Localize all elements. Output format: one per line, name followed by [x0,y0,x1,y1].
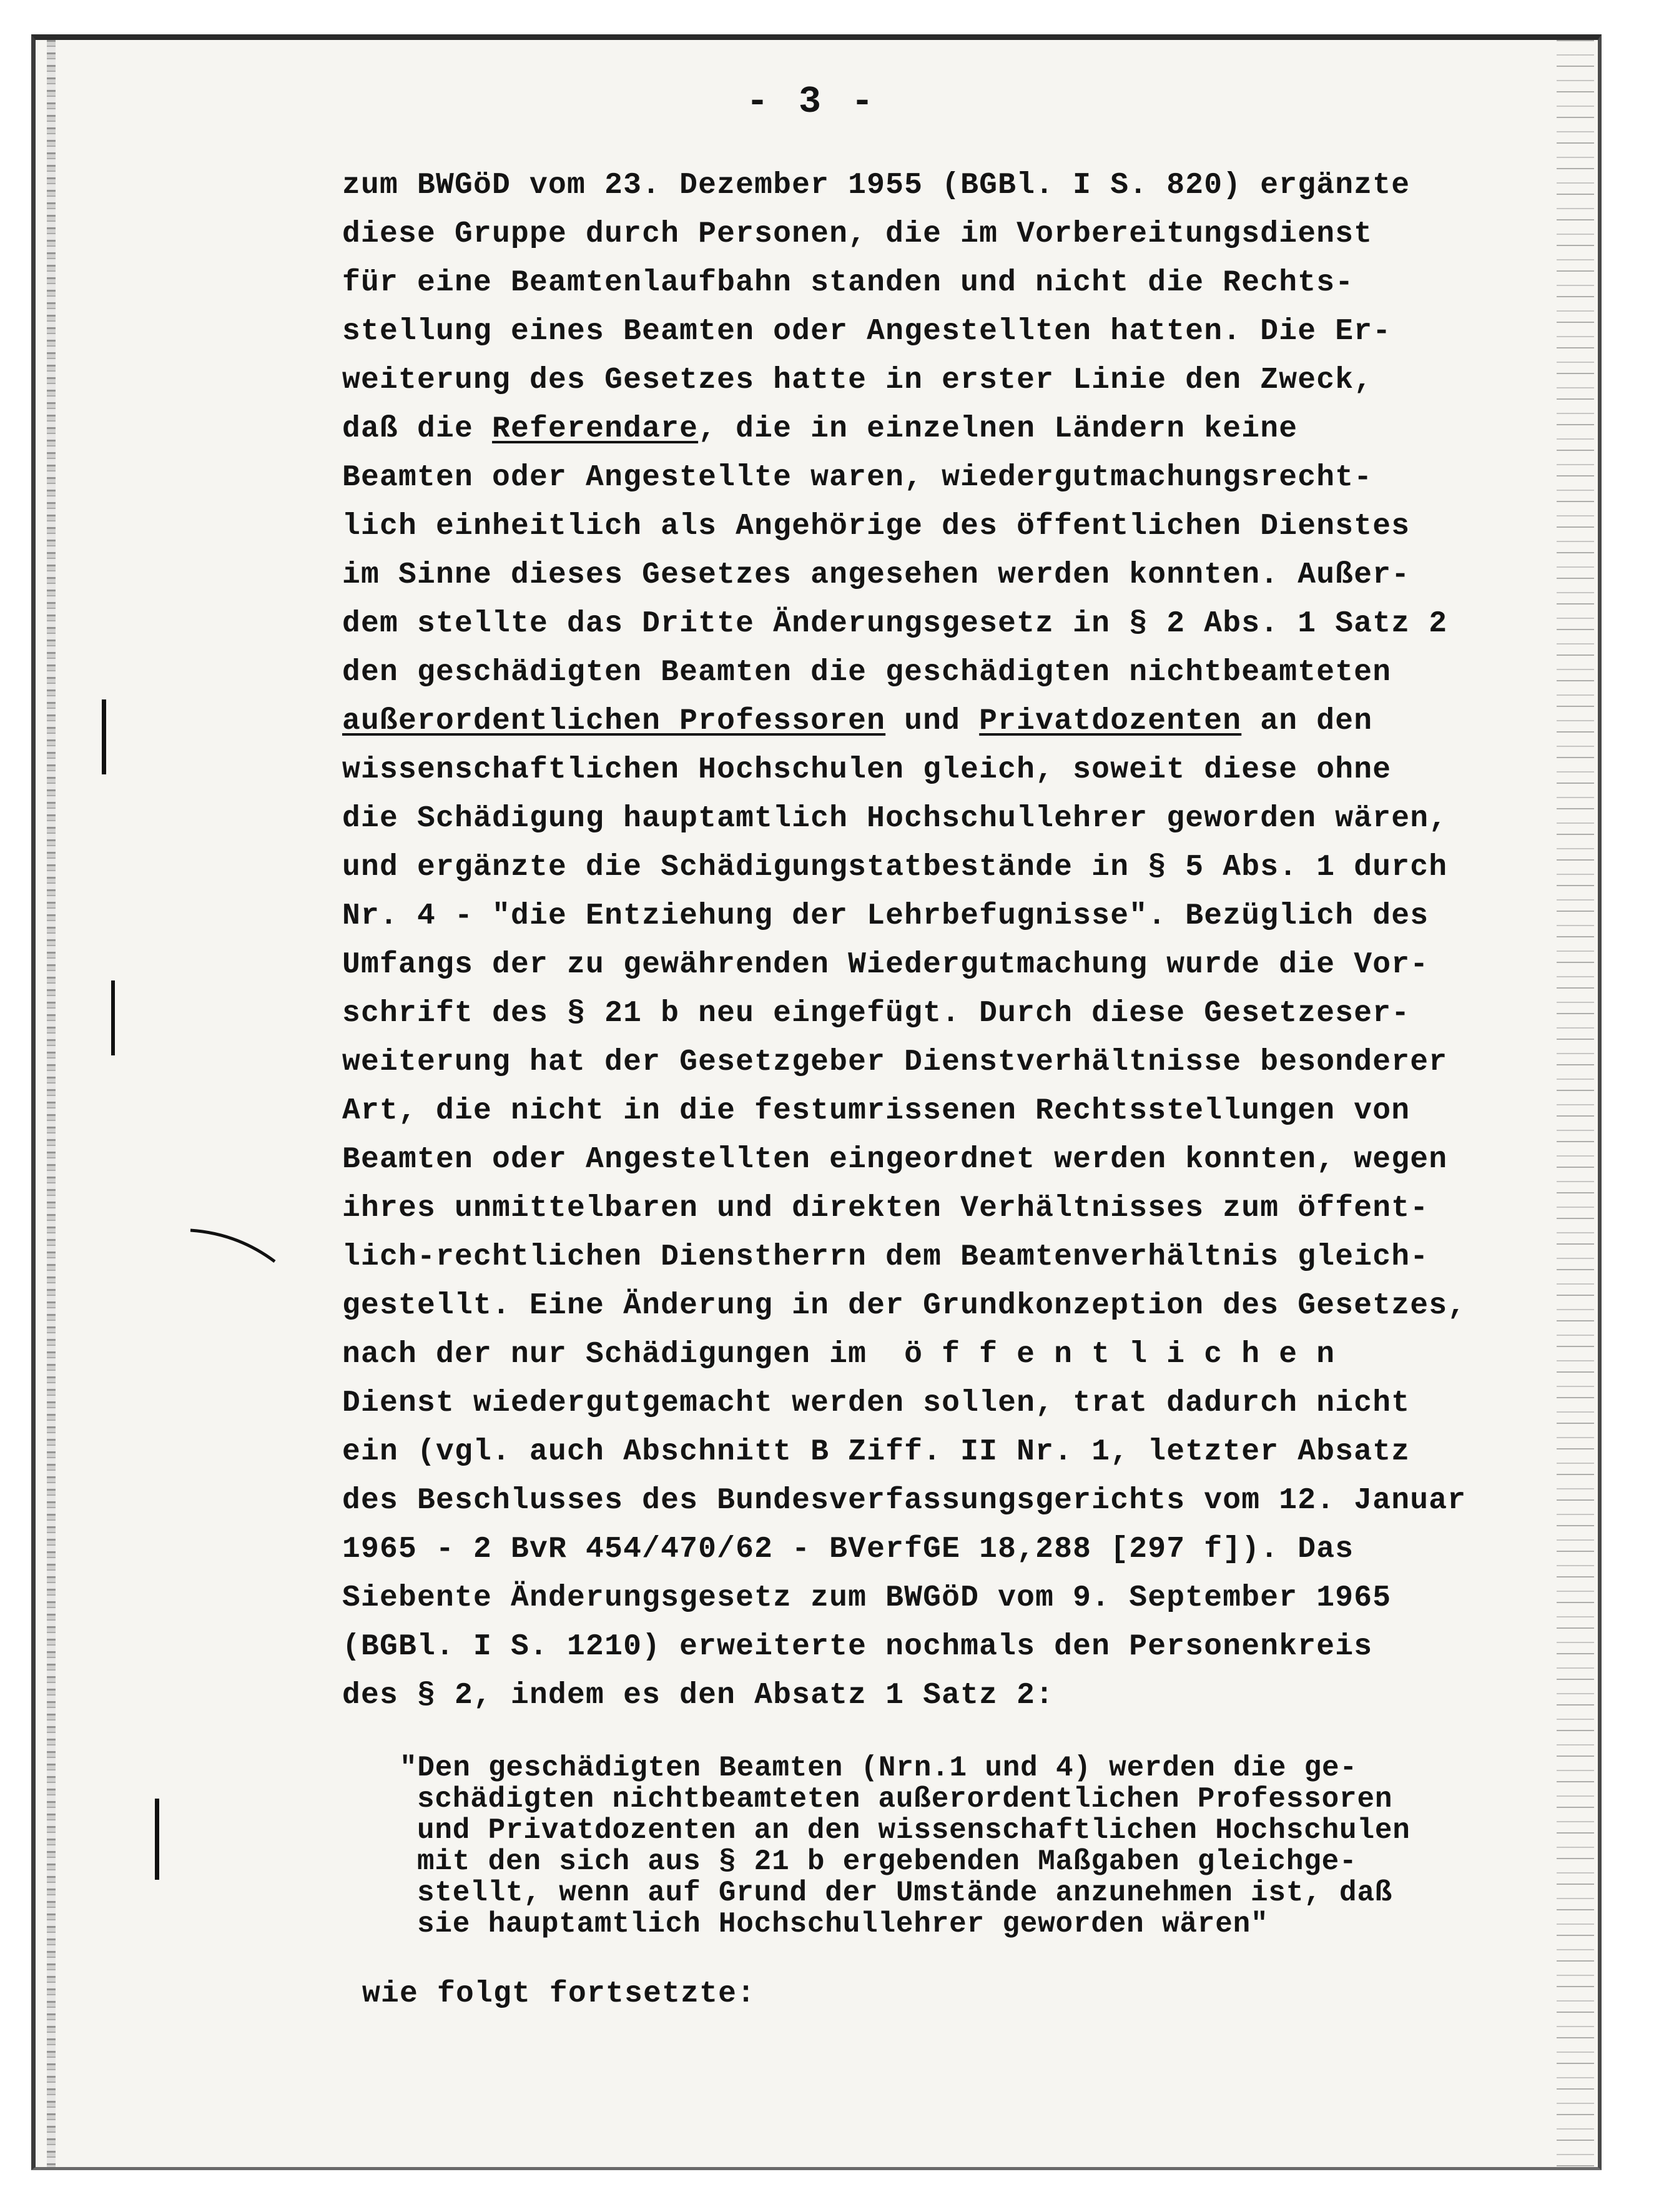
body-line: stellung eines Beamten oder Angestellten hatten. Die Er- [342,315,1392,348]
body-line: weiterung hat der Gesetzgeber Dienstverhältnisse besonderer [342,1045,1448,1079]
body-line: des § 2, indem es den Absatz 1 Satz 2: [342,1679,1055,1712]
body-line: wissenschaftlichen Hochschulen gleich, soweit diese ohne [342,753,1392,787]
margin-mark-2 [111,980,115,1055]
body-line: Beamten oder Angestellte waren, wiedergutmachungsrecht- [342,461,1373,495]
underlined-phrase: Privatdozenten [979,704,1242,738]
body-line: die Schädigung hauptamtlich Hochschullehrer geworden wären, [342,802,1448,836]
quote-line: "Den geschädigten Beamten (Nrn.1 und 4) werden die ge- [400,1752,1357,1784]
body-line: für eine Beamtenlaufbahn standen und nicht die Rechts- [342,266,1354,300]
closing-line: wie folgt fortsetzte: [362,1977,756,2011]
quote-line: sie hauptamtlich Hochschullehrer geworden wären" [417,1908,1269,1940]
body-line: Nr. 4 - "die Entziehung der Lehrbefugnisse". Bezüglich des [342,899,1429,933]
page-number: - 3 - [746,81,878,124]
margin-mark-1 [102,699,106,774]
body-line: des Beschlusses des Bundesverfassungsgerichts vom 12. Januar [342,1484,1467,1518]
margin-curve-mark [187,1224,281,1274]
body-line: Art, die nicht in die festumrissenen Rechtsstellungen von [342,1094,1411,1128]
body-line: außerordentlichen Professoren und Privatdozenten an den [342,704,1373,738]
body-line: im Sinne dieses Gesetzes angesehen werden konnten. Außer- [342,558,1411,592]
scan-edge-left [47,40,56,2167]
quote-line: stellt, wenn auf Grund der Umstände anzunehmen ist, daß [417,1877,1393,1909]
scan-edge-right [1557,40,1594,2167]
body-line: zum BWGöD vom 23. Dezember 1955 (BGBl. I S. 820) ergänzte [342,169,1411,202]
body-line: Dienst wiedergutgemacht werden sollen, trat dadurch nicht [342,1386,1411,1420]
body-line: gestellt. Eine Änderung in der Grundkonzeption des Gesetzes, [342,1289,1467,1323]
body-line: (BGBl. I S. 1210) erweiterte nochmals den Personenkreis [342,1630,1373,1664]
body-line: Siebente Änderungsgesetz zum BWGöD vom 9. September 1965 [342,1581,1392,1615]
body-line: und ergänzte die Schädigungstatbestände in § 5 Abs. 1 durch [342,851,1448,884]
body-line: dem stellte das Dritte Änderungsgesetz in § 2 Abs. 1 Satz 2 [342,607,1448,641]
body-line: den geschädigten Beamten die geschädigten nichtbeamteten [342,656,1392,689]
body-line: Umfangs der zu gewährenden Wiedergutmachung wurde die Vor- [342,948,1429,982]
body-line: weiterung des Gesetzes hatte in erster Linie den Zweck, [342,363,1373,397]
body-line: diese Gruppe durch Personen, die im Vorbereitungsdienst [342,217,1373,251]
body-line: schrift des § 21 b neu eingefügt. Durch diese Gesetzeser- [342,997,1411,1030]
body-line: ein (vgl. auch Abschnitt B Ziff. II Nr. 1, letzter Absatz [342,1435,1411,1469]
margin-mark-3 [155,1799,159,1880]
quote-line: und Privatdozenten an den wissenschaftlichen Hochschulen [417,1814,1411,1847]
body-line: ihres unmittelbaren und direkten Verhältnisses zum öffent- [342,1192,1429,1225]
underlined-phrase: Referendare [492,412,699,446]
quote-line: schädigten nichtbeamteten außerordentlichen Professoren [417,1783,1393,1815]
body-line: 1965 - 2 BvR 454/470/62 - BVerfGE 18,288 [297 f]). Das [342,1533,1354,1566]
body-line: nach der nur Schädigungen im ö f f e n t l i c h e n [342,1338,1336,1371]
quote-line: mit den sich aus § 21 b ergebenden Maßgaben gleichge- [417,1845,1357,1878]
body-line: lich einheitlich als Angehörige des öffentlichen Dienstes [342,510,1411,543]
underlined-phrase: außerordentlichen Professoren [342,704,886,738]
body-line: lich-rechtlichen Dienstherrn dem Beamtenverhältnis gleich- [342,1240,1429,1274]
body-line: Beamten oder Angestellten eingeordnet werden konnten, wegen [342,1143,1448,1177]
body-line: daß die Referendare, die in einzelnen Ländern keine [342,412,1298,446]
